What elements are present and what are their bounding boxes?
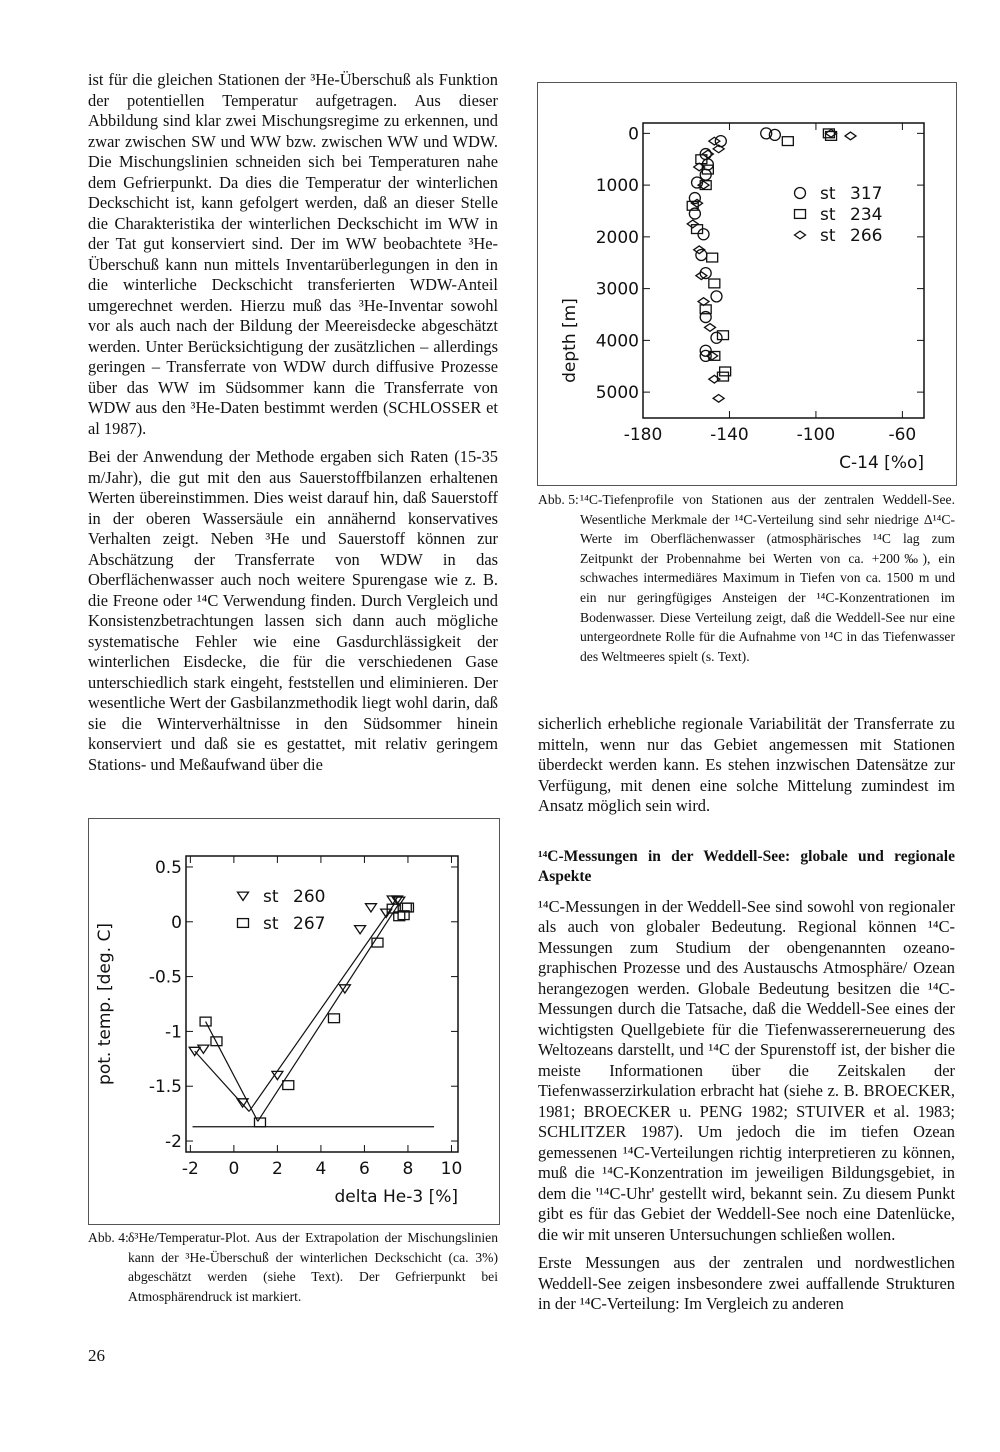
data-point-diamond [705,324,716,332]
caption-label: Abb. 5: [538,492,579,507]
legend-label: st [820,205,836,225]
fig5-chart [537,82,955,484]
legend-label: st [263,887,279,907]
section-heading: ¹⁴C-Messungen in der Weddell-See: globale und regionale Aspekte [538,847,955,885]
data-point-diamond [795,231,806,239]
mixing-line [249,903,395,1111]
data-point-square [795,210,806,219]
x-tick-label: -2 [181,1159,199,1179]
y-tick-label: -1.5 [148,1077,182,1098]
y-tick-label: 3000 [595,279,639,300]
x-axis-label: delta He-3 [%] [334,1187,458,1207]
y-tick-label: 5000 [595,383,639,404]
x-tick-label: -60 [888,425,917,445]
caption-label: Abb. 4: [88,1230,129,1245]
y-tick-label: 0.5 [154,857,182,878]
data-point-circle [795,188,806,199]
legend-label: 260 [293,887,326,907]
paragraph: ¹⁴C-Messungen in der Weddell-See sind sowohl von regionaler als auch von globaler Bedeutung. Regional können ¹⁴C-Messungen zum Studium der obengenannten ozeanographischen Prozesse und des Austauschs Atmosphäre/ Ozean herangezogen werden. Globale Bedeutung besitzen die ¹⁴C-Messungen durch die Tatsache, daß die Weddell-See eines der wichtigsten Quellgebiete für die Tiefenwassererneuerung des Weltozeans darstellt, und ¹⁴C der Spurenstoff ist, der bisher die meiste Informationen über die Zeitskalen der Tiefenwasserzirkulation erbracht hat (siehe z. B. BROECKER, 1981; BROECKER u. PENG 1982; STUIVER et al. 1983; SCHLITZER 1987). Um jedoch die im tiefen Ozean gemessenen ¹⁴C-Verteilungen richtig interpretieren zu können, muß die ¹⁴C-Konzentration im jeweiligen Bildungsgebiet, in dem die '¹⁴C-Uhr' gestellt wird, bekannt sein. Zu diesem Punkt gibt es für das Gebiet der Weddell-See noch eine Datenlücke, die wir mit unseren Untersuchungen schließen wollen. [538,896,955,1244]
right-column [538,714,955,1323]
x-tick-label: 0 [228,1159,240,1179]
caption-text: δ³He/Temperatur-Plot. Aus der Extrapolation der Mischungslinien kann der ³He-Überschuß der winterlichen Deckschicht (ca. 3%) abgeschätzt werden (siehe Text). Der Gefrierpunkt bei Atmosphärendruck ist markiert. [128,1230,498,1304]
x-tick-label: -140 [710,425,749,445]
left-column [88,70,498,783]
figure-5-caption [538,490,955,700]
data-point-diamond [709,137,720,145]
data-point-triangle [238,892,249,900]
fig4-chart [88,818,498,1223]
data-point-diamond [709,375,720,383]
legend-label: 317 [850,184,883,204]
data-point-diamond [845,132,856,140]
data-point-square [707,253,718,262]
x-tick-label: 8 [402,1159,414,1179]
data-point-square [238,919,249,928]
data-point-triangle [365,904,376,912]
data-point-circle [696,249,707,260]
data-point-square [782,137,793,146]
figure-5 [537,82,957,486]
data-point-triangle [355,926,366,934]
y-tick-label: -2 [165,1132,182,1153]
legend-label: st [263,914,279,934]
paragraph: Bei der Anwendung der Methode ergaben sich Raten (15-35 m/Jahr), die gut mit den aus Sauerstoffbilanzen erhaltenen Werten übereinstimmen. Dies weist darauf hin, daß Sauerstoff in der oberen Wassersäule ein annähernd konservatives Verhalten zeigt. Neben ³He und Sauerstoff können zur Abschätzung der Transferrate von WDW in das Oberflächenwasser auch noch weitere Spurengase wie z. B. die Freone oder ¹⁴C Verwendung finden. Durch Vergleich und Konsistenzbetrachtungen lassen sich dann auch mögliche systematische Fehler wie eine Gasdurchlässigkeit der winterlichen Eisdecke, die für die verschiedenen Gase unterschiedlich stark eingeht, feststellen und eliminieren. Der wesentliche Wert der Gasbilanzmethodik liegt wohl darin, daß sie die Winterverhältnisse in den Südsommer hinein konserviert und daß sie es gestattet, mit relativ geringem Stations- und Meßaufwand über die [88,447,498,774]
figure-4 [88,818,500,1225]
x-tick-label: 4 [315,1159,327,1179]
legend-label: 267 [293,914,326,934]
y-tick-label: 2000 [595,227,639,248]
plot-frame [643,123,924,418]
data-point-square [283,1081,294,1090]
caption-text: ¹⁴C-Tiefenprofile von Stationen aus der zentralen Weddell-See. Wesentliche Merkmale der ¹⁴C-Verteilung sind sehr niedrige Δ¹⁴C-Werte im Oberflächenwasser (atmosphärisches ¹⁴C lag zum Zeitpunkt der Probennahme bei Werten von ca. +200‰), ein schwaches intermediäres Maximum in Tiefen von ca. 1500 m und ein nur geringfügiges Ansteigen der ¹⁴C-Konzentrationen im Bodenwasser. Diese Verteilung zeigt, daß die Weddell-See nur eine untergeordnete Rolle für die Aufnahme von ¹⁴C in das Tiefenwasser des Weltmeeres spielt (s. Text). [580,492,955,664]
x-axis-label: C-14 [%o] [839,453,924,473]
data-point-circle [698,229,709,240]
y-tick-label: -1 [165,1022,182,1043]
data-point-diamond [713,394,724,402]
paragraph: ist für die gleichen Stationen der ³He-Überschuß als Funktion der potentiellen Temperatur aufgetragen. Aus dieser Abbildung sind klar zwei Mischungsregime zu erkennen, und zwar zwischen SW und WW bzw. zwischen WW und WDW. Die Mischungslinien schneiden sich bei Temperaturen nahe dem Gefrierpunkt. Da dies die Temperatur der winterlichen Deckschicht ist, kann gefolgert werden, daß an dieser Stelle die Charakteristika der winterlichen Deckschicht im WW in der Tat gut konserviert sind. Der im WW beobachtete ³He-Überschuß kann nun mittels Inventarüberlegungen in den in die winterliche Deckschicht transferierten WDW-Anteil umgerechnet werden. Hierzu muß das ³He-Inventar sowohl vor als auch nach der Bildung der Meereisdecke abgeschätzt werden. Unter Berücksichtigung der zusätzlichen – allerdings geringen – Transferrate von WDW durch diffusive Prozesse über das WW im Südsommer kann die Transferrate von WDW aus den ³He-Daten bestimmt werden (SCHLOSSER et al 1987). [88,70,498,438]
x-tick-label: -100 [796,425,836,445]
legend-label: 266 [850,226,883,246]
legend-label: st [820,226,836,246]
mixing-line [258,903,399,1121]
data-point-square [717,331,728,340]
x-tick-label: 10 [440,1159,463,1179]
x-tick-label: 6 [359,1159,370,1179]
y-axis-label: depth [m] [560,298,580,383]
paragraph: sicherlich erhebliche regionale Variabilität der Transferrate zu mitteln, wenn nur das Gebiet angemessen mit Stationen überdeckt werden kann. Es stehen inzwischen Datensätze zur Verfügung, mit denen eine solche Mittelung zumindest im Ansatz möglich sein wird. [538,714,955,815]
data-point-circle [711,291,722,302]
y-tick-label: 4000 [595,331,639,352]
data-point-square [328,1014,339,1023]
legend-label: st [820,184,836,204]
page-number: 26 [88,1346,105,1365]
y-tick-label: 0 [171,912,182,933]
figure-4-caption [88,1228,498,1328]
y-axis-label: pot. temp. [deg. C] [95,923,115,1085]
mixing-line [195,1051,249,1111]
data-point-diamond [687,220,698,228]
data-point-circle [711,332,722,343]
y-tick-label: 1000 [595,176,639,197]
x-tick-label: -180 [623,425,663,445]
data-point-diamond [698,298,709,306]
y-tick-label: -0.5 [148,967,182,988]
paragraph: Erste Messungen aus der zentralen und nordwestlichen Weddell-See zeigen insbesondere zwei auffallende Strukturen in der ¹⁴C-Verteilung: Im Vergleich zu anderen [538,1253,955,1313]
x-tick-label: 2 [271,1159,283,1179]
data-point-square [709,279,720,288]
y-tick-label: 0 [628,124,639,145]
legend-label: 234 [850,205,883,225]
